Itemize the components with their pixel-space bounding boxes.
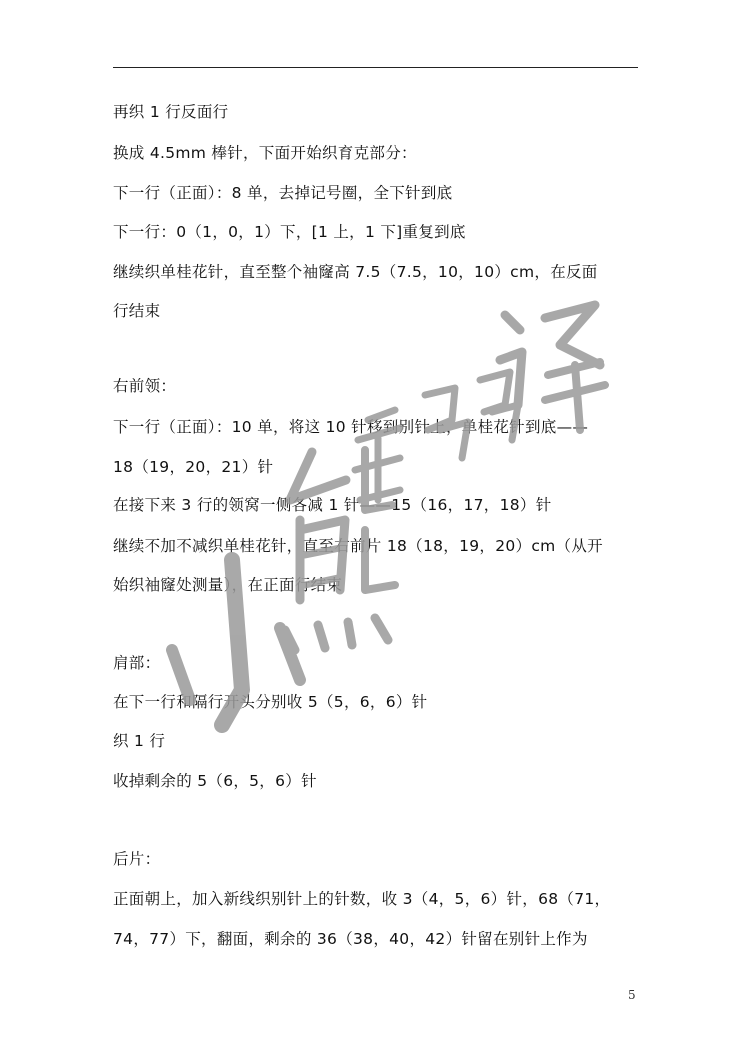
text-line: 织 1 行 — [113, 732, 166, 750]
text-line: 下一行（正面）：10 单，将这 10 针移到别针上，单桂花针到底—— — [113, 418, 589, 436]
text-line: 正面朝上，加入新线织别针上的针数，收 3（4，5，6）针，68（71， — [113, 890, 611, 908]
section-heading-right-front-neck: 右前领： — [113, 377, 177, 395]
text-line: 18（19，20，21）针 — [113, 458, 274, 476]
page-number: 5 — [628, 988, 636, 1002]
text-line: 行结束 — [113, 302, 161, 320]
text-line: 再织 1 行反面行 — [113, 103, 229, 121]
text-line: 换成 4.5mm 棒针，下面开始织育克部分： — [113, 144, 417, 162]
text-line: 继续织单桂花针，直至整个袖窿高 7.5（7.5，10，10）cm，在反面 — [113, 263, 598, 281]
section-heading-shoulder: 肩部： — [113, 654, 161, 672]
text-line: 74，77）下，翻面，剩余的 36（38，40，42）针留在别针上作为 — [113, 930, 588, 948]
text-line: 下一行（正面）：8 单，去掉记号圈，全下针到底 — [113, 184, 453, 202]
text-line: 下一行：0（1，0，1）下，[1 上，1 下]重复到底 — [113, 223, 466, 241]
text-line: 收掉剩余的 5（6，5，6）针 — [113, 772, 317, 790]
text-line: 继续不加不减织单桂花针，直至右前片 18（18，19，20）cm（从开 — [113, 537, 603, 555]
text-line: 在接下来 3 行的领窝一侧各减 1 针——15（16，17，18）针 — [113, 496, 552, 514]
header-rule — [113, 67, 638, 68]
text-line: 始织袖窿处测量），在正面行结束 — [113, 576, 343, 594]
section-heading-back: 后片： — [113, 850, 161, 868]
text-line: 在下一行和隔行开头分别收 5（5，6，6）针 — [113, 693, 428, 711]
